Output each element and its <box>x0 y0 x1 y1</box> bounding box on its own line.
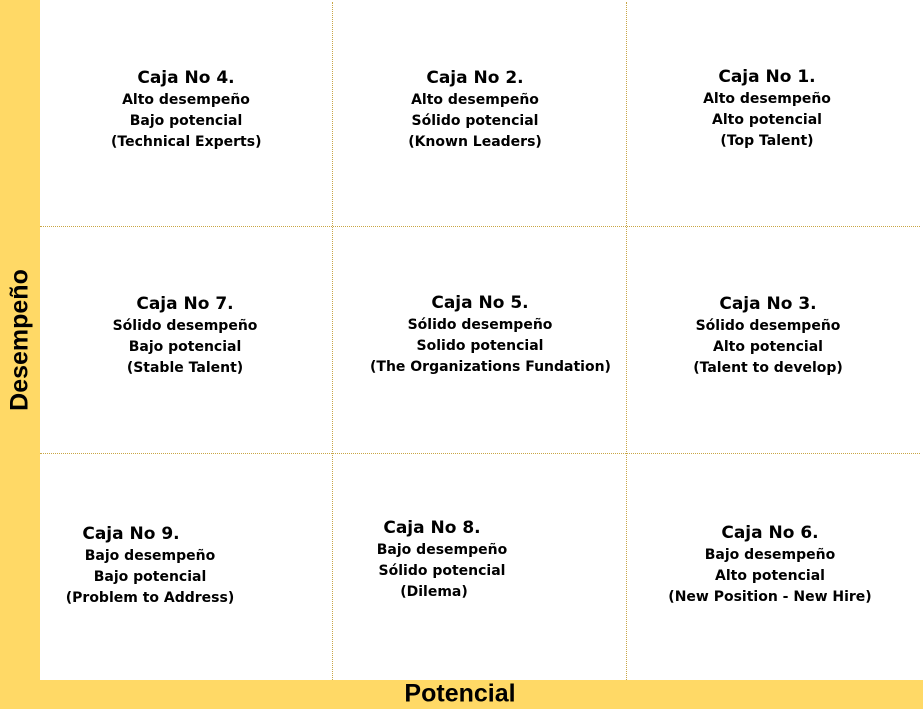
grid-divider-horizontal <box>40 226 920 227</box>
box-title: Caja No 2. <box>426 68 524 88</box>
box-category: (Dilema) <box>400 584 468 600</box>
nine-box-grid <box>40 2 920 680</box>
box-category: (Talent to develop) <box>693 360 843 376</box>
box-category: (Known Leaders) <box>408 134 542 150</box>
box-title: Caja No 6. <box>721 523 819 543</box>
box-potential: Bajo potencial <box>128 339 242 355</box>
box-title: Caja No 8. <box>383 518 481 538</box>
box-potential: Alto potencial <box>715 568 825 584</box>
box-potential: Alto potencial <box>712 112 822 128</box>
box-7 <box>95 292 275 379</box>
grid-divider-horizontal <box>40 453 920 454</box>
box-3 <box>678 292 858 379</box>
box-performance: Alto desempeño <box>703 91 831 107</box>
grid-divider-vertical <box>626 2 627 680</box>
box-title: Caja No 7. <box>136 294 234 314</box>
box-2 <box>400 66 550 153</box>
box-performance: Sólido desempeño <box>112 318 258 334</box>
box-category: (Stable Talent) <box>126 360 244 376</box>
box-category: (The Organizations Fundation) <box>370 359 611 375</box>
box-potential: Bajo potencial <box>93 569 207 585</box>
box-potential: Sólido potencial <box>411 113 539 129</box>
box-performance: Sólido desempeño <box>407 317 553 333</box>
box-1 <box>692 65 842 152</box>
box-title: Caja No 3. <box>719 294 817 314</box>
box-category: (Top Talent) <box>720 133 814 149</box>
box-title: Caja No 4. <box>137 68 235 88</box>
box-5 <box>370 291 611 378</box>
box-performance: Sólido desempeño <box>695 318 841 334</box>
box-title: Caja No 1. <box>718 67 816 87</box>
box-performance: Bajo desempeño <box>376 542 508 558</box>
box-performance: Alto desempeño <box>411 92 539 108</box>
box-potential: Sólido potencial <box>378 563 506 579</box>
box-6 <box>655 521 885 608</box>
box-potential: Solido potencial <box>416 338 544 354</box>
box-title: Caja No 5. <box>431 293 529 313</box>
potential-axis-label: Potencial <box>404 679 516 708</box>
performance-axis-label: Desempeño <box>5 269 34 411</box>
box-performance: Bajo desempeño <box>704 547 836 563</box>
box-category: (Problem to Address) <box>65 590 235 606</box>
box-potential: Alto potencial <box>713 339 823 355</box>
box-potential: Bajo potencial <box>129 113 243 129</box>
box-8 <box>352 516 532 603</box>
box-performance: Alto desempeño <box>122 92 250 108</box>
box-4 <box>111 66 261 153</box>
grid-divider-vertical <box>332 2 333 680</box>
box-9 <box>60 522 240 609</box>
box-category: (New Position - New Hire) <box>668 589 872 605</box>
box-performance: Bajo desempeño <box>84 548 216 564</box>
box-title: Caja No 9. <box>82 524 180 544</box>
box-category: (Technical Experts) <box>111 134 262 150</box>
